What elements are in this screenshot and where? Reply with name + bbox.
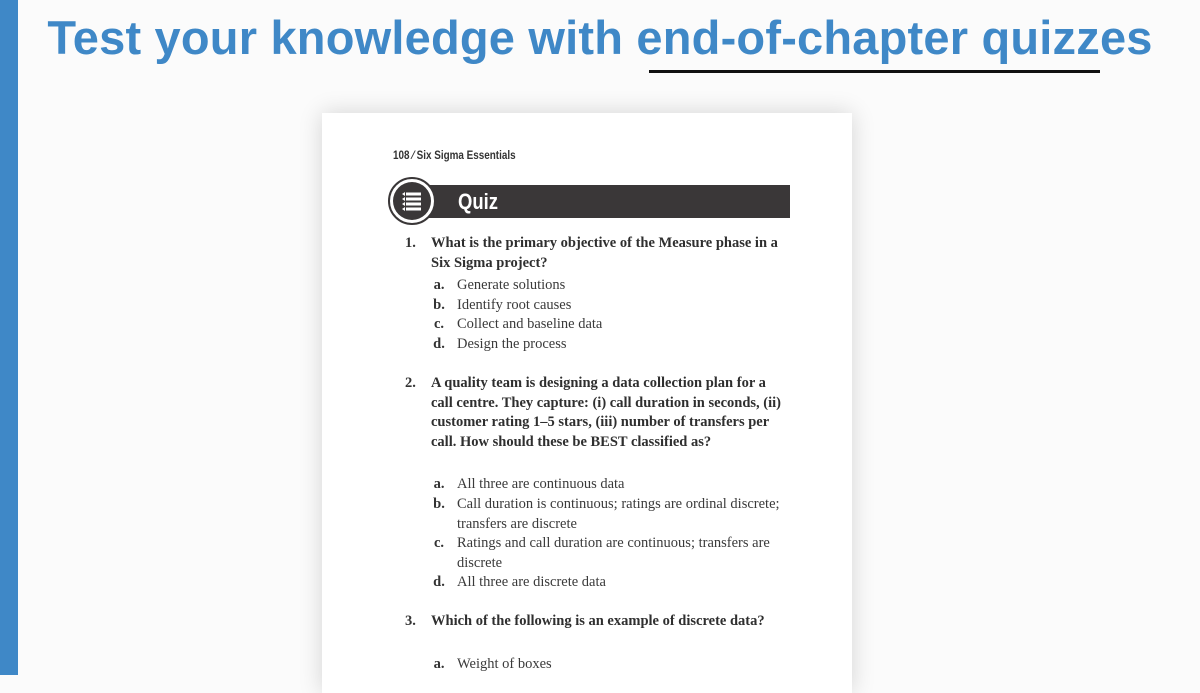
left-accent-bar xyxy=(0,0,18,675)
quiz-banner-title: Quiz xyxy=(458,189,499,214)
question-text: What is the primary objective of the Measure phase in a Six Sigma project? xyxy=(431,235,778,271)
question-text: Which of the following is an example of discrete data? xyxy=(431,613,765,629)
list-icon xyxy=(388,177,436,225)
option-letter: d. xyxy=(433,574,445,590)
book-page xyxy=(322,113,852,693)
option-text: All three are continuous data xyxy=(457,476,625,492)
page-header: 108 ⁄ Six Sigma Essentials xyxy=(393,150,516,162)
question-number: 2. xyxy=(405,375,416,391)
title-underline xyxy=(649,70,1100,73)
option-letter: a. xyxy=(433,656,445,672)
option-text: Identify root causes xyxy=(457,297,572,313)
option-text: Ratings and call duration are continuous; transfers are discrete xyxy=(457,535,770,571)
question-number: 3. xyxy=(405,613,416,629)
option-text: Design the process xyxy=(457,336,567,352)
option-letter: b. xyxy=(433,496,445,512)
question-text: A quality team is designing a data collection plan for a call centre. They capture: (i) call duration in seconds, (ii) customer rating 1–5 stars, (iii) number of transfers per call. How should these be BEST classified as? xyxy=(431,375,781,450)
option-text: Weight of boxes xyxy=(457,656,552,672)
option-letter: d. xyxy=(433,336,445,352)
option-text: Call duration is continuous; ratings are ordinal discrete; transfers are discrete xyxy=(457,496,780,532)
option-letter: b. xyxy=(433,297,445,313)
list-icon-glyph xyxy=(402,190,422,212)
slide-title: Test your knowledge with end-of-chapter quizzes xyxy=(47,11,1153,64)
option-letter: a. xyxy=(433,476,445,492)
quiz-banner xyxy=(422,185,790,218)
list-icon-disc xyxy=(393,182,431,220)
option-text: All three are discrete data xyxy=(457,574,606,590)
option-letter: c. xyxy=(433,316,445,332)
option-text: Collect and baseline data xyxy=(457,316,603,332)
question-number: 1. xyxy=(405,235,416,251)
option-letter: c. xyxy=(433,535,445,551)
option-text: Generate solutions xyxy=(457,277,566,293)
option-letter: a. xyxy=(433,277,445,293)
